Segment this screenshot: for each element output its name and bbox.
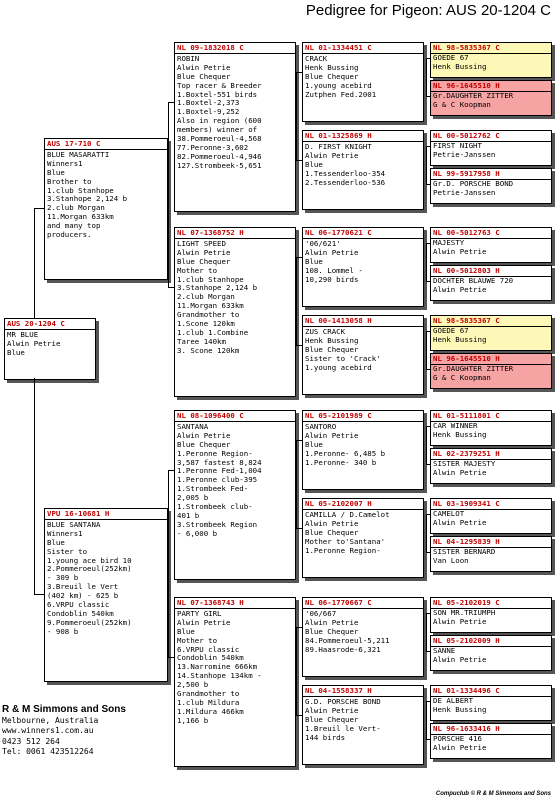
connector [426,146,427,184]
connector [34,594,44,595]
pigeon-name: MR BLUE [7,329,39,339]
detail-line: Condoblin 540km [177,653,244,663]
ring-number: NL 09-1832018 C [175,43,295,54]
grandparent-box[interactable] [174,42,296,212]
detail-line: 1.young acebird [305,362,372,372]
detail-line: G & C Koopman [433,372,491,382]
detail-line: 84.Pommeroeul-5,211 [305,635,390,645]
detail-line: Van Loon [433,555,469,565]
pigeon-details [5,330,95,359]
pigeon-details [431,510,551,528]
pigeon-details [431,365,551,383]
connector [296,440,302,441]
detail-line: Brother to [47,176,92,186]
great-great-grandparent-box[interactable] [430,448,552,484]
great-great-grandparent-box[interactable] [430,315,552,351]
detail-line: Sister to [47,546,88,556]
ring-number: NL 02-2379251 H [431,449,551,460]
detail-line: 127.Strombeek-5,651 [177,160,262,170]
grandparent-box[interactable] [174,597,296,767]
detail-line: Blue [7,347,25,357]
detail-line: Henk Bussing [433,334,487,344]
detail-line: Sister to 'Crack' [305,353,381,363]
pigeon-name: Gr.D. PORSCHE BOND [433,178,514,188]
ring-number: NL 05-2102009 H [431,636,551,647]
connector [296,440,297,528]
ring-number: NL 04-1295839 H [431,537,551,548]
pigeon-details [303,697,423,744]
detail-line: Alwin Petrie [177,62,231,72]
detail-line: 1.club Mildura [177,697,240,707]
detail-line: 6.VRPU classic [177,644,240,654]
pigeon-name: CAMILLA / D.Camelot [305,509,390,519]
connector [168,657,174,658]
connector [34,208,44,209]
great-great-grandparent-box[interactable] [430,498,552,534]
pigeon-name: BLUE SANTANA [47,519,101,529]
dam-box[interactable] [44,508,168,682]
connector [34,378,35,594]
detail-line: 2.Tessenderloo-536 [305,177,386,187]
pigeon-name: LIGHT SPEED [177,238,226,248]
detail-line: 1.Mildura 466km [177,706,244,716]
pigeon-name: Gr.DAUGHTER ZITTER [433,90,514,100]
detail-line: 13.Narromine 666km [177,662,258,672]
grandparent-box[interactable] [174,227,296,397]
pigeon-name: BLUE MASARATTI [47,149,110,159]
detail-line: Grandmother to [177,310,240,320]
ring-number: NL 98-5835367 C [431,43,551,54]
detail-line: 1.Boxtel-9,252 [177,107,240,117]
detail-line: Taree 140km [177,336,226,346]
pigeon-details [45,150,167,241]
detail-line: 144 birds [305,732,346,742]
detail-line: Alwin Petrie [433,467,487,477]
ring-number: NL 99-5917958 H [431,169,551,180]
pigeon-details [431,92,551,110]
ring-number: NL 96-1633416 H [431,724,551,735]
pigeon-details [303,327,423,374]
great-great-grandparent-box[interactable] [430,168,552,204]
pigeon-details [431,422,551,440]
detail-line: Alwin Petrie [305,150,359,160]
pigeon-details [431,54,551,72]
detail-line: - 6,000 b [177,528,218,538]
detail-line: Petrie-Janssen [433,149,496,159]
ring-number: NL 01-1325869 H [303,131,423,142]
detail-line: Blue Chequer [177,439,231,449]
detail-line: 11.Morgan 633km [177,301,244,311]
detail-line: Henk Bussing [433,429,487,439]
connector [296,257,297,345]
connector [296,345,302,346]
detail-line: Alwin Petrie [7,338,61,348]
detail-line: 38.Pommeroeul-4,568 [177,134,262,144]
detail-line: 10,290 birds [305,274,359,284]
detail-line: Zutphen Fed.2001 [305,89,377,99]
pigeon-name: '06/667 [305,608,337,618]
great-grandparent-box[interactable] [302,498,424,578]
pigeon-details [431,277,551,295]
detail-line: Alwin Petrie [433,246,487,256]
pigeon-name: G.D. PORSCHE BOND [305,696,381,706]
pigeon-name: SON MR.TRIUMPH [433,607,496,617]
pigeon-name: FIRST NIGHT [433,140,482,150]
detail-line: Blue [47,537,65,547]
ring-number: NL 08-1096400 C [175,411,295,422]
connector [426,613,427,651]
detail-line: 1.Peronne- 340 b [305,457,377,467]
connector [426,243,430,244]
connector [426,146,430,147]
connector [426,613,430,614]
detail-line: 1.Tessenderloo-354 [305,168,386,178]
detail-line: 108. Lommel - [305,265,363,275]
detail-line: 1.club 1.Combine [177,327,249,337]
detail-line: 89.Haasrode-6,321 [305,644,381,654]
connector [426,243,427,281]
sire-box[interactable] [44,138,168,280]
connector [34,208,35,318]
connector [168,102,174,103]
pigeon-details [303,239,423,286]
detail-line: Alwin Petrie [177,430,231,440]
detail-line: Henk Bussing [305,62,359,72]
detail-line: 1.young acebird [305,80,372,90]
detail-line: Henk Bussing [433,704,487,714]
ring-number: NL 01-1334496 C [431,686,551,697]
detail-line: 2.club Morgan [47,203,105,213]
breeder-phone: 0423 512 264 [2,736,60,746]
pigeon-name: PORSCHE 416 [433,733,482,743]
ring-number: NL 00-5012763 C [431,228,551,239]
pigeon-name: GOEDE 67 [433,325,469,335]
breeder-tel: Tel: 0061 423512264 [2,747,94,756]
detail-line: Alwin Petrie [305,518,359,528]
ring-number: NL 96-1645510 H [431,81,551,92]
connector [296,715,302,716]
pigeon-name: ZUS CRACK [305,326,346,336]
pigeon-details [175,609,295,727]
detail-line: Alwin Petrie [433,654,487,664]
detail-line: 1.Peronne Region- [177,448,253,458]
great-grandparent-box[interactable] [302,410,424,490]
connector [426,514,430,515]
ring-number: NL 03-1909341 C [431,499,551,510]
pigeon-name: SANNE [433,645,456,655]
detail-line: Top racer & Breeder [177,80,262,90]
detail-line: 1,166 b [177,715,209,725]
detail-line: Mother to [177,265,218,275]
great-great-grandparent-box[interactable] [430,685,552,721]
ring-number: NL 01-5111801 C [431,411,551,422]
detail-line: Blue [305,159,323,169]
ring-number: NL 00-1413058 H [303,316,423,327]
detail-line: 2.club Morgan [177,292,235,302]
ring-number: NL 06-1770667 C [303,598,423,609]
connector [296,257,302,258]
great-great-grandparent-box[interactable] [430,353,552,389]
detail-line: G & C Koopman [433,99,491,109]
detail-line: 82.Pommeroeul-4,946 [177,151,262,161]
connector [168,470,174,471]
pigeon-details [175,54,295,172]
connector [168,287,174,288]
connector [296,160,302,161]
detail-line: Condoblin 540km [47,608,114,618]
pigeon-name: SANTORO [305,421,337,431]
great-great-grandparent-box[interactable] [430,536,552,572]
detail-line: Henk Bussing [433,61,487,71]
breeder-contact [2,705,126,758]
detail-line: 3.Breuil le Vert [47,582,119,592]
great-great-grandparent-box[interactable] [430,635,552,671]
ring-number: NL 05-2101989 C [303,411,423,422]
pigeon-name: DE ALBERT [433,695,474,705]
connector [426,739,430,740]
connector [426,96,430,97]
connector [426,281,430,282]
great-great-grandparent-box[interactable] [430,227,552,263]
connector [426,184,430,185]
pigeon-details [431,142,551,160]
great-great-grandparent-box[interactable] [430,130,552,166]
detail-line: - 908 b [47,626,79,636]
detail-line: 1.Peronne Fed-1,004 [177,466,262,476]
pigeon-details [303,510,423,557]
detail-line: Blue Chequer [177,71,231,81]
detail-line: Mother to'Santana' [305,536,386,546]
detail-line: 3. Scone 120km [177,345,240,355]
ring-number: NL 06-1770621 C [303,228,423,239]
ring-number: NL 05-2102007 H [303,499,423,510]
great-great-grandparent-box[interactable] [430,723,552,759]
detail-line: Winners1 [47,158,83,168]
connector [426,426,430,427]
connector [296,627,302,628]
connector [296,528,302,529]
pigeon-name: CAR WINNER [433,420,478,430]
detail-line: Blue Chequer [177,256,231,266]
detail-line: Alwin Petrie [177,617,231,627]
great-great-grandparent-box[interactable] [430,597,552,633]
detail-line: 3.Strombeek Region [177,519,258,529]
pigeon-details [431,460,551,478]
detail-line: Alwin Petrie [305,247,359,257]
page-title: Pedigree for Pigeon: AUS 20-1204 C [305,2,551,19]
detail-line: 1.club Stanhope [47,185,114,195]
pigeon-name: DOCHTER BLAUWE 720 [433,275,514,285]
great-great-grandparent-box[interactable] [430,80,552,116]
pigeon-details [431,735,551,753]
pigeon-details [303,54,423,101]
ring-number: NL 07-1368743 H [175,598,295,609]
ring-number: AUS 20-1204 C [5,319,95,330]
pigeon-details [431,697,551,715]
connector [426,552,430,553]
pigeon-name: CRACK [305,53,328,63]
connector [426,701,430,702]
great-grandparent-box[interactable] [302,42,424,122]
pigeon-details [45,520,167,638]
pigeon-details [431,609,551,627]
great-great-grandparent-box[interactable] [430,265,552,301]
connector [426,331,427,369]
breeder-location: Melbourne, Australia [2,715,99,725]
detail-line: and many top [47,221,101,231]
pigeon-details [431,647,551,665]
great-grandparent-box[interactable] [302,685,424,765]
detail-line: Blue Chequer [305,344,359,354]
pigeon-details [431,239,551,257]
pigeon-name: PARTY GIRL [177,608,222,618]
detail-line: 11.Morgan 633km [47,212,114,222]
pigeon-details [175,422,295,540]
pigeon-details [431,180,551,198]
detail-line: 1.young ace bird 10 [47,555,132,565]
pigeon-details [303,422,423,469]
breeder-website[interactable]: www.winners1.com.au [2,726,94,735]
detail-line: Alwin Petrie [433,517,487,527]
connector [426,701,427,739]
detail-line: Alwin Petrie [433,742,487,752]
detail-line: (402 km) - 625 b [47,591,119,601]
ring-number: VPU 16-10681 H [45,509,167,520]
pigeon-name: ROBIN [177,53,200,63]
pigeon-details [303,142,423,189]
detail-line: 3,587 fastest 8,824 [177,457,262,467]
detail-line: 1.Strombeek Fed- [177,484,249,494]
detail-line: Henk Bussing [305,335,359,345]
detail-line: 1.Peronne club-395 [177,475,258,485]
pigeon-name: SANTANA [177,421,209,431]
detail-line: Also in region (600 [177,116,262,126]
detail-line: Blue [305,256,323,266]
pigeon-name: D. FIRST KNIGHT [305,141,372,151]
connector [426,514,427,552]
great-grandparent-box[interactable] [302,130,424,210]
detail-line: 1.Boxtel-551 birds [177,89,258,99]
footer-credit: Compuclub © R & M Simmons and Sons [435,791,551,797]
detail-line: Blue [47,167,65,177]
ring-number: NL 96-1645510 H [431,354,551,365]
ring-number: NL 01-1334451 C [303,43,423,54]
detail-line: Blue [177,626,195,636]
pigeon-details [175,239,295,357]
detail-line: Alwin Petrie [433,616,487,626]
detail-line: 2,500 b [177,680,209,690]
detail-line: Grandmother to [177,689,240,699]
connector [426,464,430,465]
detail-line: Blue [305,439,323,449]
pigeon-name: SISTER BERNARD [433,546,496,556]
pigeon-details [431,327,551,345]
detail-line: members) winner of [177,125,258,135]
detail-line: 1.Peronne Region- [305,545,381,555]
detail-line: 14.Stanhope 134km - [177,671,262,681]
detail-line: 1.Strombeek club- [177,502,253,512]
connector [426,426,427,464]
grandparent-box[interactable] [174,410,296,580]
ring-number: NL 00-5012762 C [431,131,551,142]
pigeon-name: Gr.DAUGHTER ZITTER [433,363,514,373]
detail-line: 2,005 b [177,493,209,503]
detail-line: 9.Pommeroeul(252km) [47,617,132,627]
detail-line: Winners1 [47,528,83,538]
detail-line: Blue Chequer [305,626,359,636]
breeder-name: R & M Simmons and Sons [2,704,126,715]
great-grandparent-box[interactable] [302,227,424,307]
detail-line: 2.Pommeroeul(252km) [47,564,132,574]
detail-line: 3.Stanhope 2,124 b [47,194,128,204]
detail-line: Alwin Petrie [305,617,359,627]
ring-number: NL 07-1368752 H [175,228,295,239]
ring-number: NL 04-1558337 H [303,686,423,697]
connector [426,331,430,332]
pigeon-details [303,609,423,656]
detail-line: Blue Chequer [305,527,359,537]
detail-line: 1.Scone 120km [177,319,235,329]
connector [296,627,297,715]
ring-number: NL 05-2102019 C [431,598,551,609]
detail-line: 3.Stanhope 2,124 b [177,283,258,293]
subject-pigeon-box[interactable] [4,318,96,380]
connector [426,651,430,652]
detail-line: Blue Chequer [305,714,359,724]
detail-line: 77.Peronne-3,602 [177,142,249,152]
connector [426,58,430,59]
great-great-grandparent-box[interactable] [430,410,552,446]
detail-line: Alwin Petrie [305,430,359,440]
ring-number: NL 98-5835367 C [431,316,551,327]
detail-line: 401 b [177,510,200,520]
ring-number: AUS 17-710 C [45,139,167,150]
detail-line: 1.Breuil le Vert- [305,723,381,733]
detail-line: Alwin Petrie [177,247,231,257]
detail-line: Blue Chequer [305,71,359,81]
detail-line: 6.VRPU classic [47,600,110,610]
detail-line: 1.Boxtel-2,373 [177,98,240,108]
connector [426,58,427,96]
detail-line: 1.club Stanhope [177,274,244,284]
pigeon-name: MAJESTY [433,237,465,247]
pigeon-name: SISTER MAJESTY [433,458,496,468]
great-grandparent-box[interactable] [302,597,424,677]
detail-line: producers. [47,230,92,240]
pigeon-name: GOEDE 67 [433,52,469,62]
pigeon-name: '06/621' [305,238,341,248]
detail-line: Petrie-Janssen [433,187,496,197]
connector [426,369,430,370]
great-grandparent-box[interactable] [302,315,424,395]
detail-line: Mother to [177,635,218,645]
ring-number: NL 00-5012803 H [431,266,551,277]
connector [296,72,297,160]
connector [168,470,169,657]
detail-line: Alwin Petrie [305,705,359,715]
detail-line: - 309 b [47,573,79,583]
detail-line: 1.Peronne- 6,485 b [305,448,386,458]
connector [296,72,302,73]
detail-line: Alwin Petrie [433,284,487,294]
connector [168,102,169,287]
pigeon-name: CAMELOT [433,508,465,518]
great-great-grandparent-box[interactable] [430,42,552,78]
pigeon-details [431,548,551,566]
